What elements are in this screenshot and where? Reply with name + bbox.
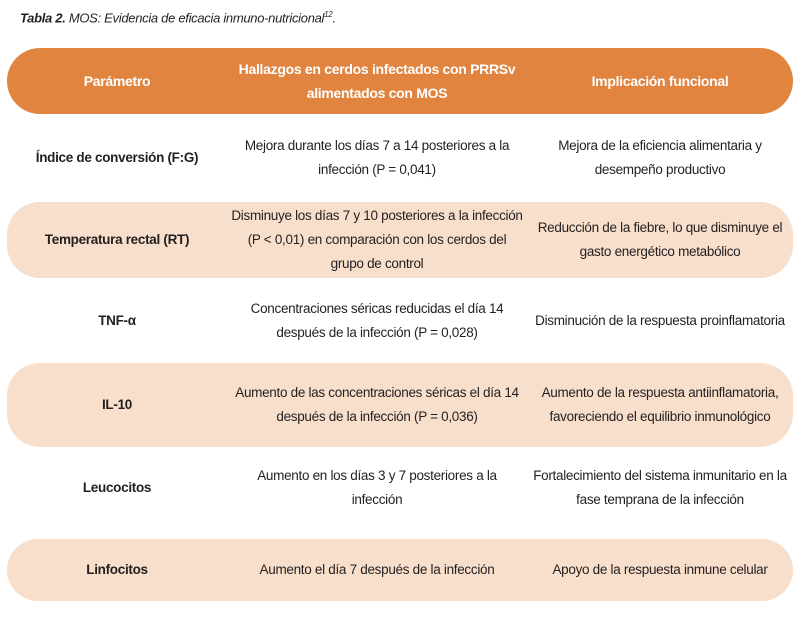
- cell-implicacion: Mejora de la eficiencia alimentaria y desempeño productivo: [558, 138, 762, 177]
- table-row: [7, 455, 793, 521]
- cell-parametro: TNF-α: [98, 313, 136, 328]
- cell-parametro: Leucocitos: [82, 480, 152, 495]
- table-row: [7, 124, 793, 192]
- cell-parametro: Linfocitos: [86, 562, 148, 577]
- header-parametro: Parámetro: [83, 73, 151, 89]
- cell-hallazgos: Aumento de las concentraciones séricas el día 14 después de la infección (P = 0,036): [235, 385, 519, 424]
- table-row: [7, 363, 793, 447]
- cell-implicacion: Reducción de la fiebre, lo que disminuye el gasto energético metabólico: [537, 220, 783, 259]
- cell-implicacion: Fortalecimiento del sistema inmunitario en la fase temprana de la infección: [533, 468, 787, 507]
- table-row: [7, 288, 793, 354]
- cell-parametro: Temperatura rectal (RT): [44, 232, 190, 247]
- table-row: [7, 202, 793, 278]
- cell-implicacion: Disminución de la respuesta proinflamatoria: [535, 313, 785, 328]
- header-implicacion: Implicación funcional: [591, 73, 729, 89]
- cell-implicacion: Apoyo de la respuesta inmune celular: [552, 562, 768, 577]
- caption-suffix: .: [332, 10, 336, 26]
- caption-reference: 12: [324, 10, 333, 19]
- cell-implicacion: Aumento de la respuesta antiinflamatoria, favoreciendo el equilibrio inmunológico: [541, 385, 779, 424]
- caption-label: Tabla 2.: [20, 10, 66, 26]
- cell-hallazgos: Aumento en los días 3 y 7 posteriores a la infección: [257, 468, 497, 507]
- header-hallazgos: Hallazgos en cerdos infectados con PRRSv alimentados con MOS: [238, 61, 516, 101]
- cell-hallazgos: Aumento el día 7 después de la infección: [259, 562, 495, 577]
- cell-hallazgos: Disminuye los días 7 y 10 posteriores a la infección (P < 0,01) en comparación con los cerdos del grupo de control: [231, 208, 523, 271]
- cell-parametro: Índice de conversión (F:G): [35, 150, 199, 165]
- cell-hallazgos: Mejora durante los días 7 a 14 posteriores a la infección (P = 0,041): [244, 138, 510, 177]
- table-row: [7, 539, 793, 601]
- table-caption: [20, 10, 336, 25]
- cell-hallazgos: Concentraciones séricas reducidas el día 14 después de la infección (P = 0,028): [250, 301, 504, 340]
- caption-text: MOS: Evidencia de eficacia inmuno-nutricional: [65, 10, 325, 26]
- cell-parametro: IL-10: [101, 397, 132, 412]
- table-header-row: [7, 48, 793, 114]
